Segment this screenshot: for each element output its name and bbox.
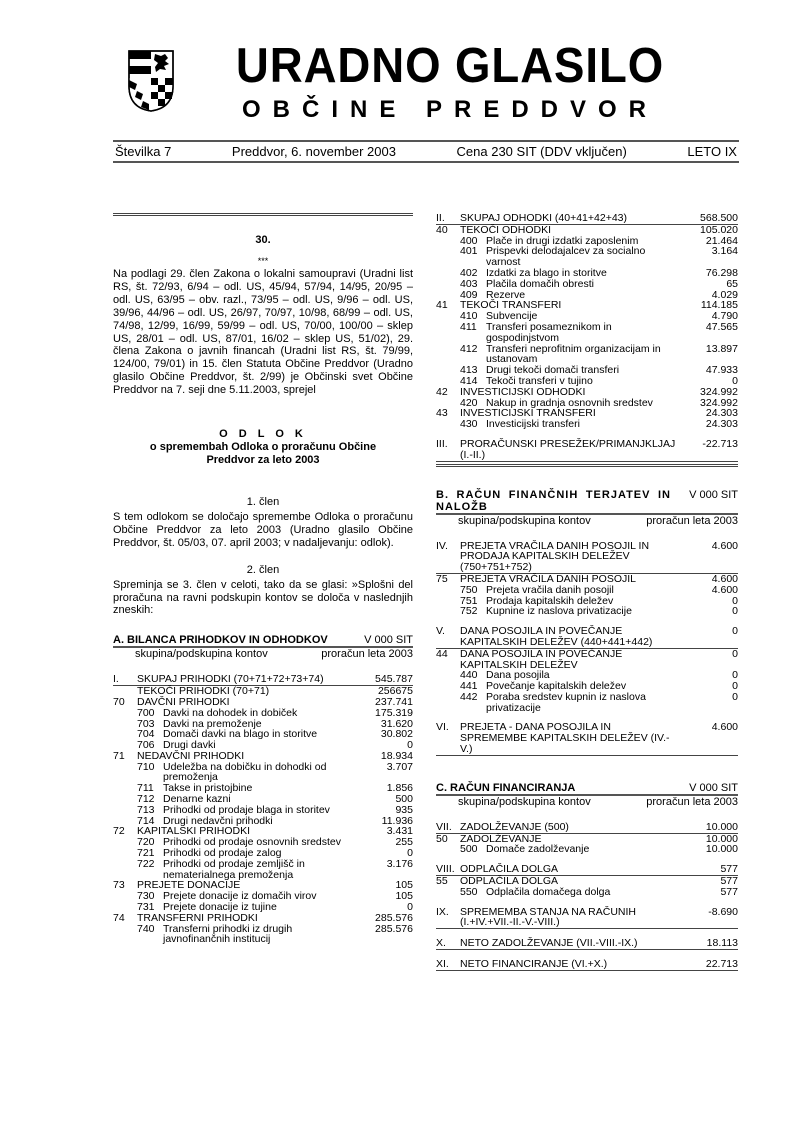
row-value: 10.000 xyxy=(705,843,738,856)
row-value: 324.992 xyxy=(700,396,738,409)
row-label: Prejete donacije iz tujine xyxy=(163,901,277,914)
row-label: Davki na premoženje xyxy=(163,717,262,730)
account-code: 401 xyxy=(460,245,478,258)
row-label: NETO ZADOLŽEVANJE (VII.-VIII.-IX.) xyxy=(460,937,638,950)
column-header-accounts: skupina/podskupina kontov xyxy=(135,648,268,661)
row-value: 577 xyxy=(720,885,738,898)
row-value: 4.600 xyxy=(711,721,738,734)
row-value: 0 xyxy=(732,625,738,638)
row-value: 0 xyxy=(732,669,738,682)
section-a-title: A. BILANCA PRIHODKOV IN ODHODKOV xyxy=(113,634,328,647)
row-number xyxy=(436,585,460,596)
row-value: 4.790 xyxy=(711,310,738,323)
account-row xyxy=(436,246,738,268)
row-value: 4.029 xyxy=(711,288,738,301)
row-value: 568.500 xyxy=(700,212,738,224)
row-number xyxy=(436,311,460,322)
group-row xyxy=(436,387,738,398)
account-code: 711 xyxy=(137,782,154,795)
row-number xyxy=(436,236,460,247)
row-value: 545.787 xyxy=(375,673,413,686)
row-number: 44 xyxy=(436,647,448,660)
account-code: 713 xyxy=(137,803,155,816)
article-number: 30. xyxy=(255,234,271,246)
row-value: 0 xyxy=(732,690,738,703)
row-label: Odplačila domačega dolga xyxy=(486,885,611,898)
expenditure-table xyxy=(436,213,738,467)
account-row xyxy=(436,344,738,366)
account-code: 703 xyxy=(137,717,155,730)
decree-subheading: o spremembah Odloka o proračunu Občine Preddvor za leto 2003 xyxy=(149,441,377,467)
row-number: 71 xyxy=(113,749,125,762)
group-row xyxy=(436,300,738,311)
row-number xyxy=(436,365,460,376)
row-number xyxy=(436,606,460,617)
row-number: VIII. xyxy=(436,863,455,876)
row-label: SKUPAJ ODHODKI (40+41+42+43) xyxy=(460,212,628,224)
account-code: 720 xyxy=(137,836,155,849)
row-label: Takse in pristojbine xyxy=(163,782,253,795)
account-code: 403 xyxy=(460,277,478,290)
issue-price: Cena 230 SIT (DDV vključen) xyxy=(456,144,627,159)
account-code: 550 xyxy=(460,885,478,898)
section-a-unit: V 000 SIT xyxy=(364,634,413,647)
row-label: TEKOČI TRANSFERI xyxy=(460,299,562,312)
row-number: IX. xyxy=(436,905,449,918)
row-label: NEDAVČNI PRIHODKI xyxy=(137,749,245,762)
account-row xyxy=(436,692,738,714)
row-value: 285.576 xyxy=(375,911,413,924)
account-code: 440 xyxy=(460,669,478,682)
section-a-heading xyxy=(113,634,413,648)
row-label: INVESTICIJSKI TRANSFERI xyxy=(460,407,596,420)
row-label: Transferi posameznikom in gospodinjstvom xyxy=(486,320,612,344)
account-code: 430 xyxy=(460,418,478,431)
row-value: 22.713 xyxy=(705,958,738,971)
summary-row xyxy=(436,722,738,755)
row-value: 0 xyxy=(732,680,738,693)
row-number: VI. xyxy=(436,721,449,734)
row-number: 55 xyxy=(436,875,448,888)
row-label: Povečanje kapitalskih deležev xyxy=(486,680,627,693)
row-value: 3.707 xyxy=(386,760,413,773)
row-value: 256675 xyxy=(377,685,413,698)
column-header-budget: proračun leta 2003 xyxy=(321,648,413,661)
account-row xyxy=(436,606,738,617)
row-value: 0 xyxy=(732,605,738,618)
row-label: Transferni prihodki iz drugih javnofinančnih institucij xyxy=(163,922,293,946)
row-number xyxy=(113,729,137,740)
account-code: 402 xyxy=(460,266,478,279)
section-b-title: B. RAČUN FINANČNIH TERJATEV IN NALOŽB xyxy=(436,488,671,513)
account-code: 731 xyxy=(137,901,155,914)
row-number: XI. xyxy=(436,958,449,971)
account-code: 412 xyxy=(460,342,478,355)
row-label: PREJETA - DANA POSOJILA IN SPREMEMBE KAPITALSKIH DELEŽEV (IV.-V.) xyxy=(460,721,670,756)
section-c-title: C. RAČUN FINANCIRANJA xyxy=(436,781,576,794)
group-row xyxy=(436,225,738,236)
row-label: DAVČNI PRIHODKI xyxy=(137,695,230,708)
column-header-accounts: skupina/podskupina kontov xyxy=(458,795,591,808)
summary-row xyxy=(436,626,738,649)
row-value: 0 xyxy=(732,374,738,387)
row-label: Prihodki od prodaje zemljišč in nematerialnega premoženja xyxy=(163,857,305,881)
row-number xyxy=(436,887,460,898)
row-label: DANA POSOJILA IN POVEČANJE KAPITALSKIH DELEŽEV xyxy=(460,647,623,671)
row-number: II. xyxy=(436,212,445,224)
row-value: 324.992 xyxy=(700,385,738,398)
row-number: 40 xyxy=(436,223,448,236)
row-number xyxy=(436,268,460,279)
account-code: 752 xyxy=(460,605,478,618)
issue-number: Številka 7 xyxy=(115,144,172,159)
financing-table xyxy=(436,822,738,971)
row-number: 70 xyxy=(113,695,125,708)
row-number xyxy=(113,762,137,784)
row-label: Tekoči transferi v tujino xyxy=(486,374,593,387)
account-code: 712 xyxy=(137,793,155,806)
row-number: I. xyxy=(113,673,119,686)
summary-row xyxy=(436,959,738,971)
row-number xyxy=(113,924,137,946)
row-value: 47.565 xyxy=(705,320,738,333)
row-label: ZADOLŽEVANJE (500) xyxy=(460,820,569,833)
revenue-table xyxy=(113,674,413,945)
row-number xyxy=(436,596,460,607)
issue-year: LETO IX xyxy=(687,144,737,159)
row-value: 935 xyxy=(395,803,413,816)
row-label: Investicijski transferi xyxy=(486,418,580,431)
group-row xyxy=(436,408,738,419)
row-number xyxy=(436,419,460,430)
row-label: Rezerve xyxy=(486,288,526,301)
row-label: ODPLAČILA DOLGA xyxy=(460,875,559,888)
row-label: SPREMEMBA STANJA NA RAČUNIH (I.+IV.+VII.-II.-V.-VIII.) xyxy=(460,905,637,929)
row-value: 0 xyxy=(407,847,413,860)
row-value: 0 xyxy=(732,594,738,607)
row-number xyxy=(436,681,460,692)
row-label: Prihodki od prodaje blaga in storitev xyxy=(163,803,330,816)
row-label: Poraba sredstev kupnin iz naslova privatizacije xyxy=(486,690,646,714)
row-label: Drugi nedavčni prihodki xyxy=(163,814,273,827)
row-value: 500 xyxy=(395,793,413,806)
row-label: Prispevki delodajalcev za socialno varnost xyxy=(486,245,646,269)
row-number xyxy=(113,783,137,794)
row-number: VII. xyxy=(436,820,452,833)
account-code: 441 xyxy=(460,680,478,693)
row-label: PRORAČUNSKI PRESEŽEK/PRIMANJKLJAJ (I.-II.) xyxy=(460,437,676,461)
article-2-text: Spreminja se 3. člen v celoti, tako da se glasi: »Splošni del proračuna na ravni podskupin kontov se določa v naslednjih zneskih: xyxy=(113,578,413,617)
row-number xyxy=(436,322,460,344)
article-1-title: 1. člen xyxy=(246,496,280,509)
row-label: Davki na dohodek in dobiček xyxy=(163,706,298,719)
issue-info-bar xyxy=(113,140,739,163)
row-value: 18.113 xyxy=(706,937,738,950)
account-row xyxy=(113,708,413,719)
financial-claims-table xyxy=(436,541,738,756)
row-number xyxy=(436,246,460,268)
account-row xyxy=(436,585,738,596)
issue-place-date: Preddvor, 6. november 2003 xyxy=(231,144,396,159)
account-row xyxy=(113,924,413,946)
account-code: 714 xyxy=(137,814,155,827)
row-value: 10.000 xyxy=(705,832,738,845)
account-row xyxy=(113,859,413,881)
section-a-column-headers xyxy=(113,648,413,660)
row-label: Prodaja kapitalskih deležev xyxy=(486,594,614,607)
row-label: Drugi davki xyxy=(163,739,216,752)
separator-stars: *** xyxy=(257,256,269,266)
row-label: TEKOČI PRIHODKI (70+71) xyxy=(137,685,270,698)
row-value: 577 xyxy=(720,875,738,888)
row-number xyxy=(436,344,460,366)
row-value: 255 xyxy=(395,836,413,849)
row-value: 31.620 xyxy=(380,717,413,730)
row-value: 3.431 xyxy=(386,825,413,838)
account-code: 410 xyxy=(460,310,478,323)
row-label: Drugi tekoči domači transferi xyxy=(486,364,620,377)
row-number xyxy=(113,708,137,719)
municipal-coat-of-arms-logo xyxy=(128,50,174,112)
row-label: Izdatki za blago in storitve xyxy=(486,266,607,279)
section-b-unit: V 000 SIT xyxy=(689,488,738,501)
account-code: 751 xyxy=(460,594,478,607)
account-row xyxy=(113,729,413,740)
account-row xyxy=(436,419,738,430)
row-value: 24.303 xyxy=(705,407,738,420)
row-value: 3.176 xyxy=(386,857,413,870)
row-value: 47.933 xyxy=(705,364,738,377)
row-value: 175.319 xyxy=(375,706,413,719)
row-number xyxy=(113,719,137,730)
row-value: 4.600 xyxy=(711,572,738,585)
row-number xyxy=(113,837,137,848)
row-label: DANA POSOJILA IN POVEČANJE KAPITALSKIH DELEŽEV (440+441+442) xyxy=(460,625,653,648)
account-row xyxy=(113,783,413,794)
row-value: 4.600 xyxy=(711,539,738,552)
section-c-heading xyxy=(436,782,738,796)
row-label: Dana posojila xyxy=(486,669,550,682)
article-1-text: S tem odlokom se določajo spremembe Odloka o proračunu Občine Preddvor za leto 2003 (Uradno glasilo Občine Preddvor, št. 05/03, 07. april 2003; v nadaljevanju: odlok). xyxy=(113,510,413,549)
row-number: 41 xyxy=(436,299,448,312)
row-label: Domači davki na blago in storitve xyxy=(163,728,318,741)
account-code: 400 xyxy=(460,234,478,247)
row-label: Kupnine iz naslova privatizacije xyxy=(486,605,632,618)
row-number xyxy=(113,848,137,859)
section-c-column-headers xyxy=(436,796,738,808)
row-label: Nakup in gradnja osnovnih sredstev xyxy=(486,396,653,409)
row-value: -8.690 xyxy=(708,905,738,918)
section-b-column-headers xyxy=(436,515,738,527)
account-row xyxy=(436,279,738,290)
row-label: ODPLAČILA DOLGA xyxy=(460,863,559,876)
column-header-accounts: skupina/podskupina kontov xyxy=(458,514,591,527)
group-row xyxy=(436,649,738,671)
summary-row xyxy=(436,822,738,834)
row-label: PREJETE DONACIJE xyxy=(137,879,241,892)
row-label: Prihodki od prodaje zalog xyxy=(163,847,282,860)
section-c-unit: V 000 SIT xyxy=(689,781,738,794)
row-label: Prejete donacije iz domačih virov xyxy=(163,890,317,903)
account-code: 704 xyxy=(137,728,155,741)
account-code: 730 xyxy=(137,890,155,903)
row-number xyxy=(113,805,137,816)
row-value: 105.020 xyxy=(700,223,738,236)
row-label: Prejeta vračila danih posojil xyxy=(486,583,614,596)
row-label: Subvencije xyxy=(486,310,538,323)
account-code: 420 xyxy=(460,396,478,409)
left-column xyxy=(113,213,413,945)
publication-subtitle: OBČINE PREDDVOR xyxy=(241,96,659,123)
row-label: KAPITALSKI PRIHODKI xyxy=(137,825,251,838)
row-label: TRANSFERNI PRIHODKI xyxy=(137,911,258,924)
row-value: 285.576 xyxy=(375,922,413,935)
divider xyxy=(113,213,413,218)
row-number: 73 xyxy=(113,879,125,892)
row-number: V. xyxy=(436,625,445,638)
row-number: 72 xyxy=(113,825,125,838)
account-row xyxy=(436,887,738,898)
row-label: INVESTICIJSKI ODHODKI xyxy=(460,385,586,398)
row-value: 76.298 xyxy=(705,266,738,279)
row-label: Denarne kazni xyxy=(163,793,231,806)
row-value: 4.600 xyxy=(711,583,738,596)
column-header-budget: proračun leta 2003 xyxy=(646,514,738,527)
decree-heading: O D L O K xyxy=(219,428,307,441)
row-value: 10.000 xyxy=(705,820,738,833)
section-b-heading xyxy=(436,489,738,515)
row-value: 18.934 xyxy=(380,749,413,762)
row-number xyxy=(113,794,137,805)
row-number: 75 xyxy=(436,572,448,585)
row-value: 0 xyxy=(407,739,413,752)
row-value: 577 xyxy=(720,863,738,876)
account-row xyxy=(113,762,413,784)
column-header-budget: proračun leta 2003 xyxy=(646,795,738,808)
row-value: 3.164 xyxy=(711,245,738,258)
account-code: 413 xyxy=(460,364,478,377)
account-code: 411 xyxy=(460,320,477,333)
row-value: 105 xyxy=(395,890,413,903)
account-code: 700 xyxy=(137,706,155,719)
account-code: 500 xyxy=(460,843,478,856)
row-label: ZADOLŽEVANJE xyxy=(460,832,542,845)
row-number: IV. xyxy=(436,539,448,552)
row-number: III. xyxy=(436,437,448,450)
row-value: 105 xyxy=(395,879,413,892)
right-column xyxy=(436,213,738,971)
row-number xyxy=(436,279,460,290)
article-2-title: 2. člen xyxy=(246,563,280,576)
row-value: 237.741 xyxy=(375,695,413,708)
summary-row xyxy=(436,938,738,950)
row-value: 0 xyxy=(732,647,738,660)
row-value: 21.464 xyxy=(705,234,738,247)
row-number: 74 xyxy=(113,911,125,924)
row-number xyxy=(113,859,137,881)
row-number: 50 xyxy=(436,832,448,845)
row-value: 114.185 xyxy=(700,299,738,312)
account-code: 750 xyxy=(460,583,478,596)
row-number: 42 xyxy=(436,385,448,398)
row-label: Plače in drugi izdatki zaposlenim xyxy=(486,234,639,247)
row-number xyxy=(436,844,460,855)
row-number xyxy=(436,670,460,681)
row-value: 1.856 xyxy=(386,782,413,795)
row-label: Transferi neprofitnim organizacijam in ustanovam xyxy=(486,342,661,366)
row-label: Domače zadolževanje xyxy=(486,843,590,856)
row-label: TEKOČI ODHODKI xyxy=(460,223,552,236)
account-code: 414 xyxy=(460,374,478,387)
account-row xyxy=(436,322,738,344)
row-number xyxy=(113,891,137,902)
row-label: NETO FINANCIRANJE (VI.+X.) xyxy=(460,958,608,971)
preamble-text: Na podlagi 29. člen Zakona o lokalni samoupravi (Uradni list RS, št. 72/93, 6/94 – odl. US, 45/94, 57/94, 14/95, 20/95 – odl. US, 63/95 – obv. razl., 73/95 – odl. US, 9/96 – odl. US, 39/96, 44/96 – odl. US, 26/97, 70/97, 10/98, 68/99 – odl. US, 74/98, 12/99, 16/99, 59/99 – odl. US, 70/00, 100/00 – sklep US, 28/01 – odl. US, 87/01, 16/02 – sklep US, 51/02), 29. člena Zakona o javnih financah (Uradni list RS, št. 79/99, 124/00, 79/01) in 15. člen Statuta Občine Preddvor (Uradno glasilo Občine Preddvor, št. 2/99) je Občinski svet Občine Preddvor na 7. seji dne 5.11.2003, sprejel xyxy=(113,268,413,397)
row-label: Udeležba na dobičku in dohodki od premoženja xyxy=(163,760,327,784)
row-number: 43 xyxy=(436,407,448,420)
publication-title: URADNO GLASILO xyxy=(235,39,665,93)
row-value: -22.713 xyxy=(702,437,738,450)
row-number xyxy=(436,692,460,714)
summary-row xyxy=(436,907,738,930)
account-code: 721 xyxy=(137,847,155,860)
row-label: PREJETA VRAČILA DANIH POSOJIL xyxy=(460,572,637,585)
row-number: X. xyxy=(436,937,446,950)
account-code: 442 xyxy=(460,690,478,703)
summary-row xyxy=(436,541,738,574)
row-value: 0 xyxy=(407,901,413,914)
row-value: 30.802 xyxy=(380,728,413,741)
row-label: Prihodki od prodaje osnovnih sredstev xyxy=(163,836,342,849)
row-value: 65 xyxy=(726,277,738,290)
row-label: SKUPAJ PRIHODKI (70+71+72+73+74) xyxy=(137,673,324,686)
account-code: 710 xyxy=(137,760,155,773)
account-code: 740 xyxy=(137,922,155,935)
row-value: 24.303 xyxy=(705,418,738,431)
row-value: 13.897 xyxy=(705,342,738,355)
account-code: 409 xyxy=(460,288,478,301)
summary-row xyxy=(436,439,738,462)
account-code: 722 xyxy=(137,857,155,870)
account-code: 706 xyxy=(137,739,155,752)
row-value: 11.936 xyxy=(381,814,413,827)
account-row xyxy=(436,844,738,855)
row-label: Plačila domačih obresti xyxy=(486,277,594,290)
row-label: PREJETA VRAČILA DANIH POSOJIL IN PRODAJA KAPITALSKIH DELEŽEV (750+751+752) xyxy=(460,539,650,574)
